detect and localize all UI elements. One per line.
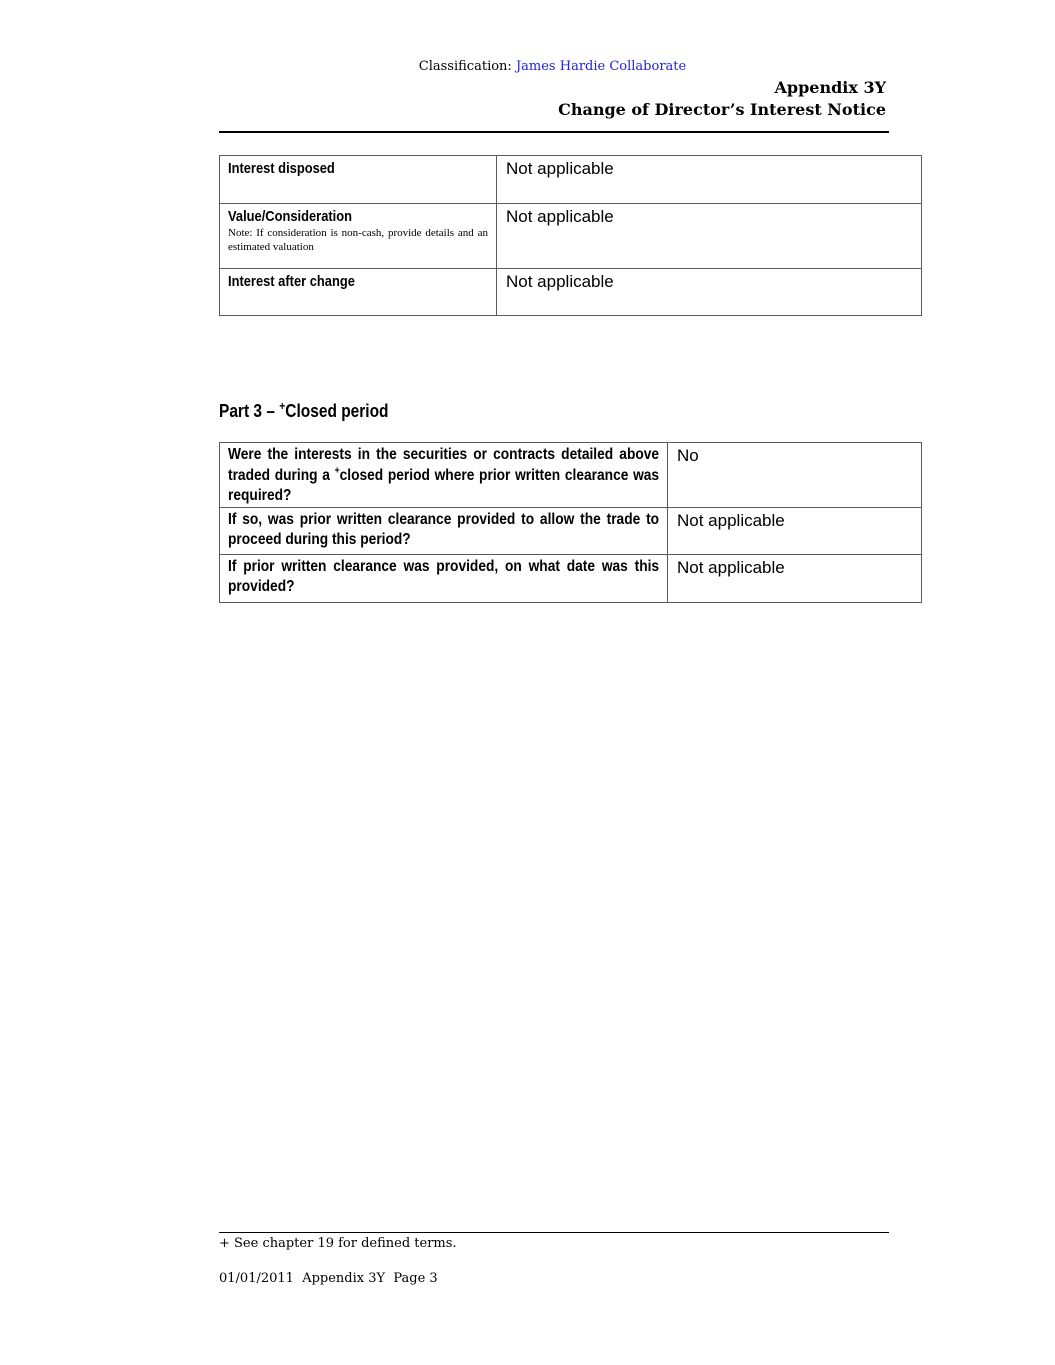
clearance-date-question: If prior written clearance was provided, on what date was this provided? (228, 557, 660, 595)
question-cell (220, 507, 668, 554)
value-consideration-label: Value/Consideration (228, 208, 353, 225)
footer-page: Page 3 (393, 1271, 438, 1286)
appendix-title: Appendix 3Y (774, 78, 886, 97)
footer-doc: Appendix 3Y (302, 1271, 386, 1286)
question-text-a: Were the interests in the securities or contracts detailed above traded during a (228, 446, 660, 484)
table-row (220, 443, 922, 508)
clearance-date-answer: Not applicable (668, 554, 922, 602)
part3-heading-text: Closed period (285, 401, 389, 421)
document-header (558, 77, 886, 121)
header-divider (219, 131, 889, 133)
interest-disposed-label: Interest disposed (228, 160, 335, 177)
table-row (220, 507, 922, 554)
notice-title: Change of Director’s Interest Notice (558, 100, 886, 119)
question-cell (220, 443, 668, 508)
value-consideration-value: Not applicable (497, 204, 922, 269)
row-label-cell (220, 204, 497, 269)
question-plus: + (334, 465, 340, 477)
row-label-cell (220, 156, 497, 204)
part3-heading-prefix: Part 3 – (219, 401, 275, 421)
classification-line (0, 59, 1055, 74)
clearance-provided-question: If so, was prior written clearance provided to allow the trade to proceed during this period? (228, 510, 660, 548)
classification-value: James Hardie Collaborate (515, 59, 687, 74)
closed-period-table (219, 442, 922, 603)
clearance-provided-answer: Not applicable (668, 507, 922, 554)
question-text-b: closed period where prior written clearance was required? (228, 466, 660, 504)
part3-heading-plus: + (279, 399, 286, 413)
interest-table (219, 155, 922, 316)
value-consideration-note: Note: If consideration is non-cash, provide details and an estimated valuation (228, 227, 488, 253)
footnote: + See chapter 19 for defined terms. (219, 1236, 457, 1251)
closed-period-answer: No (668, 443, 922, 508)
part3-heading (219, 399, 389, 422)
table-row (220, 554, 922, 602)
table-row (220, 269, 922, 316)
interest-after-change-value: Not applicable (497, 269, 922, 316)
footer-date: 01/01/2011 (219, 1271, 294, 1286)
interest-disposed-value: Not applicable (497, 156, 922, 204)
footer-divider (219, 1232, 889, 1233)
question-cell (220, 554, 668, 602)
table-row (220, 156, 922, 204)
page-footer (219, 1271, 438, 1286)
closed-period-question (228, 445, 659, 507)
interest-after-change-label: Interest after change (228, 273, 355, 290)
classification-label: Classification: (418, 59, 512, 74)
row-label-cell (220, 269, 497, 316)
table-row (220, 204, 922, 269)
